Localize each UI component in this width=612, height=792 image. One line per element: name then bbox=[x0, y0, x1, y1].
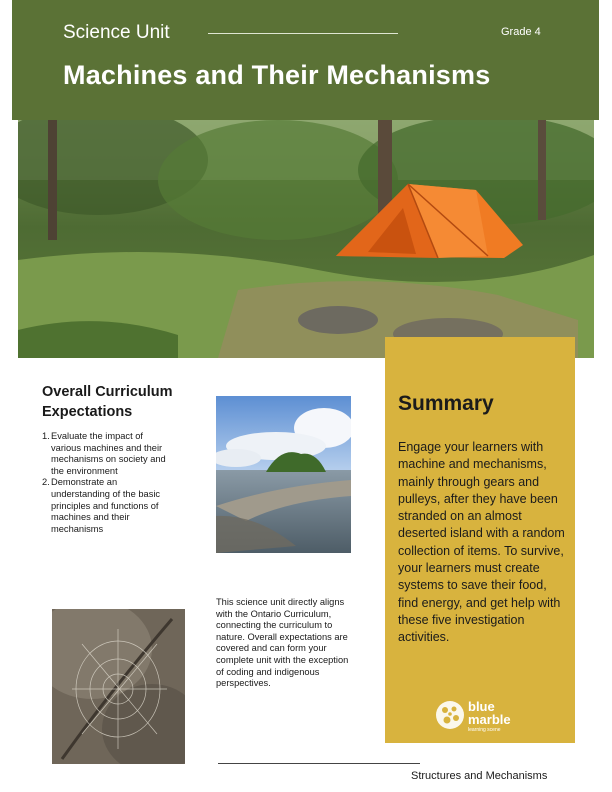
grade-label: Grade 4 bbox=[501, 26, 541, 38]
blue-marble-logo bbox=[435, 700, 535, 736]
list-item bbox=[42, 431, 172, 477]
list-item-text: Evaluate the impact of various machines and their mechanisms on society and the environment bbox=[51, 431, 166, 476]
island-photo bbox=[216, 396, 351, 553]
summary-panel bbox=[385, 337, 575, 743]
hero-image-tent bbox=[18, 120, 594, 358]
expectations-heading: Overall Curriculum Expectations bbox=[42, 384, 173, 420]
expectations-list bbox=[42, 431, 172, 535]
summary-heading: Summary bbox=[398, 392, 494, 415]
logo-tagline: learning scene bbox=[468, 727, 501, 733]
unit-label: Science Unit bbox=[63, 22, 170, 43]
page-title: Machines and Their Mechanisms bbox=[63, 60, 491, 90]
header-banner bbox=[12, 0, 599, 120]
spiderweb-photo bbox=[52, 609, 185, 764]
summary-text: Engage your learners with machine and mechanisms, mainly through gears and pulleys, after they have been stranded on an almost deserted island with a random collection of items. To survive, your learners must create systems to save their food, find energy, and get help with these five investigation activities. bbox=[398, 440, 565, 645]
unit-description: This science unit directly aligns with the Ontario Curriculum, connecting the curriculum to nature. Overall expectations are covered and can form your complete unit with the exception of coding and indigenous perspectives. bbox=[216, 597, 349, 689]
logo-wordmark: blue marble bbox=[468, 699, 511, 727]
list-item-number: 1. bbox=[42, 431, 50, 441]
list-item bbox=[42, 477, 172, 535]
marble-logo-icon bbox=[435, 700, 465, 730]
list-item-text: Demonstrate an understanding of the basic principles and functions of machines and their mechanisms bbox=[51, 477, 161, 534]
footer-label: Structures and Mechanisms bbox=[411, 770, 548, 782]
header-divider bbox=[208, 33, 398, 34]
footer-divider bbox=[218, 763, 420, 764]
list-item-number: 2. bbox=[42, 477, 50, 488]
